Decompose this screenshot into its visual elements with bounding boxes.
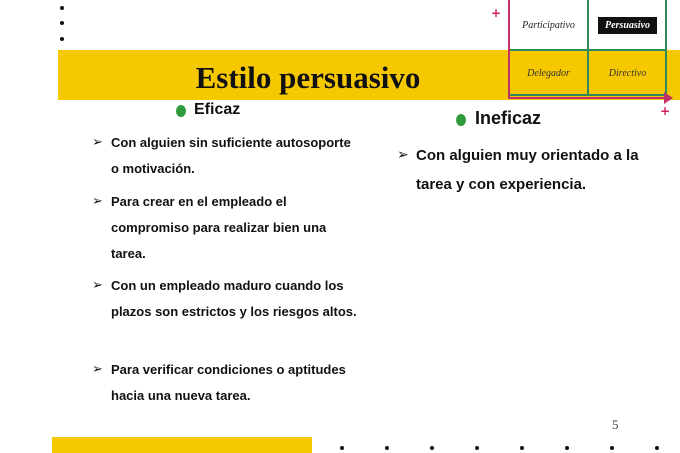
matrix-cell-persuasivo [588, 0, 667, 50]
decor-dot [385, 446, 389, 450]
arrow-bullet-icon: ➢ [397, 147, 409, 163]
heading-bullet-icon [456, 114, 466, 126]
decor-dot [565, 446, 569, 450]
decor-dot [520, 446, 524, 450]
list-item: ➢ Con un empleado maduro cuando los plazos son estrictos y los riesgos altos. [92, 273, 362, 325]
matrix-cell-delegador [509, 50, 588, 96]
decor-dot [60, 37, 64, 41]
list-item: ➢ Para crear en el empleado el compromiso para realizar bien una tarea. [92, 189, 362, 267]
decor-dot [430, 446, 434, 450]
arrow-bullet-icon: ➢ [92, 135, 103, 150]
matrix-axis-vertical [508, 0, 510, 98]
decor-dot [475, 446, 479, 450]
plus-marker-top: + [491, 6, 502, 20]
matrix-label-participativo: Participativo [522, 19, 575, 31]
heading-bullet-icon [176, 105, 186, 117]
arrow-bullet-icon: ➢ [92, 278, 103, 293]
heading-eficaz: Eficaz [194, 101, 241, 118]
decor-dot [610, 446, 614, 450]
page-number: 5 [612, 417, 619, 432]
heading-ineficaz: Ineficaz [475, 108, 542, 128]
footer-band [52, 437, 312, 453]
matrix-cell-directivo [588, 50, 667, 96]
matrix-axis-horizontal [508, 97, 668, 99]
slide-title: Estilo persuasivo [195, 60, 421, 95]
list-item: ➢ Con alguien muy orientado a la tarea y con experiencia. [397, 141, 657, 199]
axis-arrow-icon [664, 92, 673, 104]
decor-dot [60, 21, 64, 25]
list-item: ➢ Con alguien sin suficiente autosoporte o motivación. [92, 130, 362, 182]
matrix-label-persuasivo: Persuasivo [598, 17, 657, 34]
plus-marker-bottom: + [660, 104, 671, 118]
matrix-divider [665, 0, 667, 96]
matrix-cell-participativo [509, 0, 588, 50]
matrix-label-directivo: Directivo [608, 67, 647, 79]
arrow-bullet-icon: ➢ [92, 194, 103, 209]
matrix-label-delegador: Delegador [527, 67, 570, 79]
matrix-divider [587, 0, 589, 96]
arrow-bullet-icon: ➢ [92, 362, 103, 377]
list-item: ➢ Para verificar condiciones o aptitudes hacia una nueva tarea. [92, 357, 362, 409]
decor-dot [655, 446, 659, 450]
decor-dot [60, 6, 64, 10]
decor-dot [340, 446, 344, 450]
matrix-divider [509, 49, 667, 51]
style-matrix [509, 0, 667, 96]
matrix-divider [509, 94, 667, 96]
